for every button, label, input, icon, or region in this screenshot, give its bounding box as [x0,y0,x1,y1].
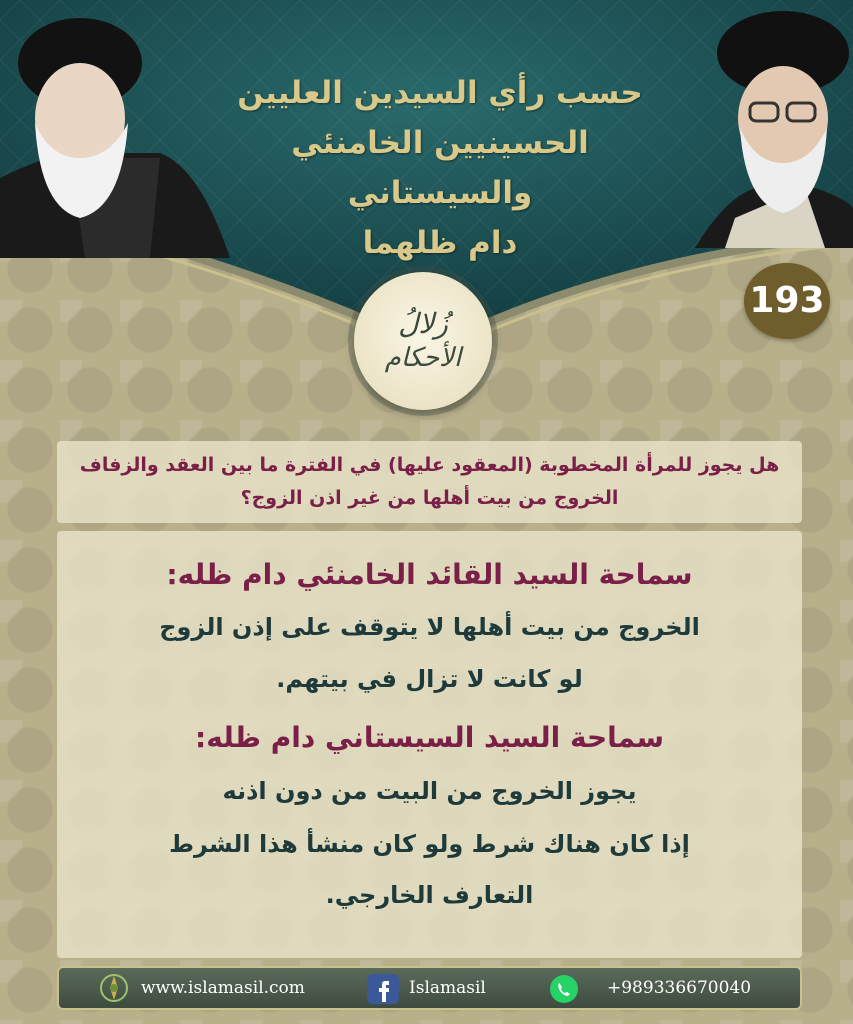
answer-box [57,531,802,958]
logo-text-line2: الأحكام [384,343,462,373]
footer-bar [57,966,802,1010]
website-link[interactable]: www.islamasil.com [141,978,305,998]
facebook-handle[interactable]: Islamasil [409,978,486,998]
facebook-icon[interactable] [366,973,400,1005]
portrait-left [0,8,230,258]
answer-line: الخروج من بيت أهلها لا يتوقف على إذن الزوج [159,613,700,641]
issue-number-badge: 193 [744,263,830,339]
header-line: الحسينيين الخامنئي والسيستاني [291,125,589,211]
answer-line: يجوز الخروج من البيت من دون اذنه [222,777,637,805]
answer-line: لو كانت لا تزال في بيتهم. [276,665,583,693]
header-title [225,68,655,268]
answer-line: التعارف الخارجي. [325,881,534,909]
question-text [77,449,782,515]
question-line: هل يجوز للمرأة المخطوبة (المعقود عليها) في الفترة ما بين العقد والزفاف [79,454,780,476]
logo-text-line1: زُلالُ [398,307,448,340]
header-line: دام ظلهما [362,225,518,261]
logo-emblem [354,272,492,410]
phone-number[interactable]: +989336670040 [607,978,752,998]
answer-line: إذا كان هناك شرط ولو كان منشأ هذا الشرط [169,830,690,858]
logo-emblem-icon [97,970,131,1006]
question-box [57,441,802,523]
whatsapp-icon[interactable] [547,973,581,1005]
question-line: الخروج من بيت أهلها من غير اذن الزوج؟ [240,487,619,509]
answer-heading-sistani: سماحة السيد السيستاني دام ظله: [195,721,664,754]
portrait-right [695,8,853,248]
answer-heading-khamenei: سماحة السيد القائد الخامنئي دام ظله: [166,558,693,591]
header-line: حسب رأي السيدين العليين [237,75,643,111]
